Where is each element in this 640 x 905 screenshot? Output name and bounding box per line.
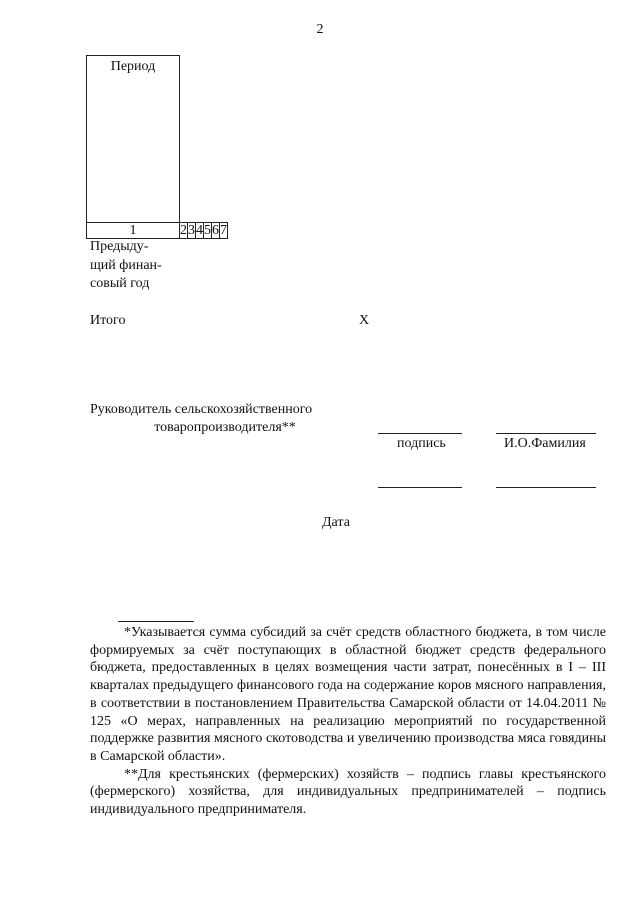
total-x-mark: X (359, 313, 370, 328)
column-number: 2 (180, 223, 187, 238)
head-signature-caption: подпись (397, 436, 446, 451)
column-number: 7 (220, 223, 227, 238)
accountant-signature-line (378, 487, 462, 488)
footnote-2: **Для крестьянских (фермерских) хозяйств – подпись главы крестьянского (фермерского) хозяйства, для индивидуальных предпринимателей – подпись индивидуального предпринимателя. (90, 766, 606, 818)
head-signature-line (378, 433, 462, 434)
column-number: 5 (204, 223, 211, 238)
footnote-1: *Указывается сумма субсидий за счёт средств областного бюджета, в том числе формируемых за счёт поступающих в областной бюджет средств федерального бюджета, предоставленных в целях возмещения части затрат, понесённых в I – III кварталах предыдущего финансового года на содержание коров мясного направления, в соответствии в постановлением Правительства Самарской области от 14.04.2011 № 125 «О мерах, направленных на реализацию мероприятий по государственной поддержке развития мясного скотоводства и увеличению производства мяса говядины в Самарской области». (90, 625, 606, 764)
row-label-previous-year: Предыду- щий финан- совый год (90, 239, 162, 291)
total-label: Итого (90, 313, 126, 328)
footnote-divider (118, 621, 194, 622)
table-header-row (87, 56, 228, 223)
column-number: 6 (212, 223, 219, 238)
head-signature-title: Руководитель сельскохозяйственного товаропроизводителя** (90, 402, 313, 435)
head-name-caption: И.О.Фамилия (504, 436, 586, 451)
head-name-line (496, 433, 596, 434)
subsidy-table (86, 55, 228, 239)
date-label: Дата (322, 515, 350, 530)
column-number: 4 (196, 223, 203, 238)
page-number: 2 (316, 22, 324, 37)
accountant-name-line (496, 487, 596, 488)
footnotes (90, 624, 606, 819)
header-period: Период (87, 56, 180, 223)
table-column-numbers-row (87, 223, 228, 239)
column-number: 1 (87, 223, 180, 239)
column-number: 3 (188, 223, 195, 238)
